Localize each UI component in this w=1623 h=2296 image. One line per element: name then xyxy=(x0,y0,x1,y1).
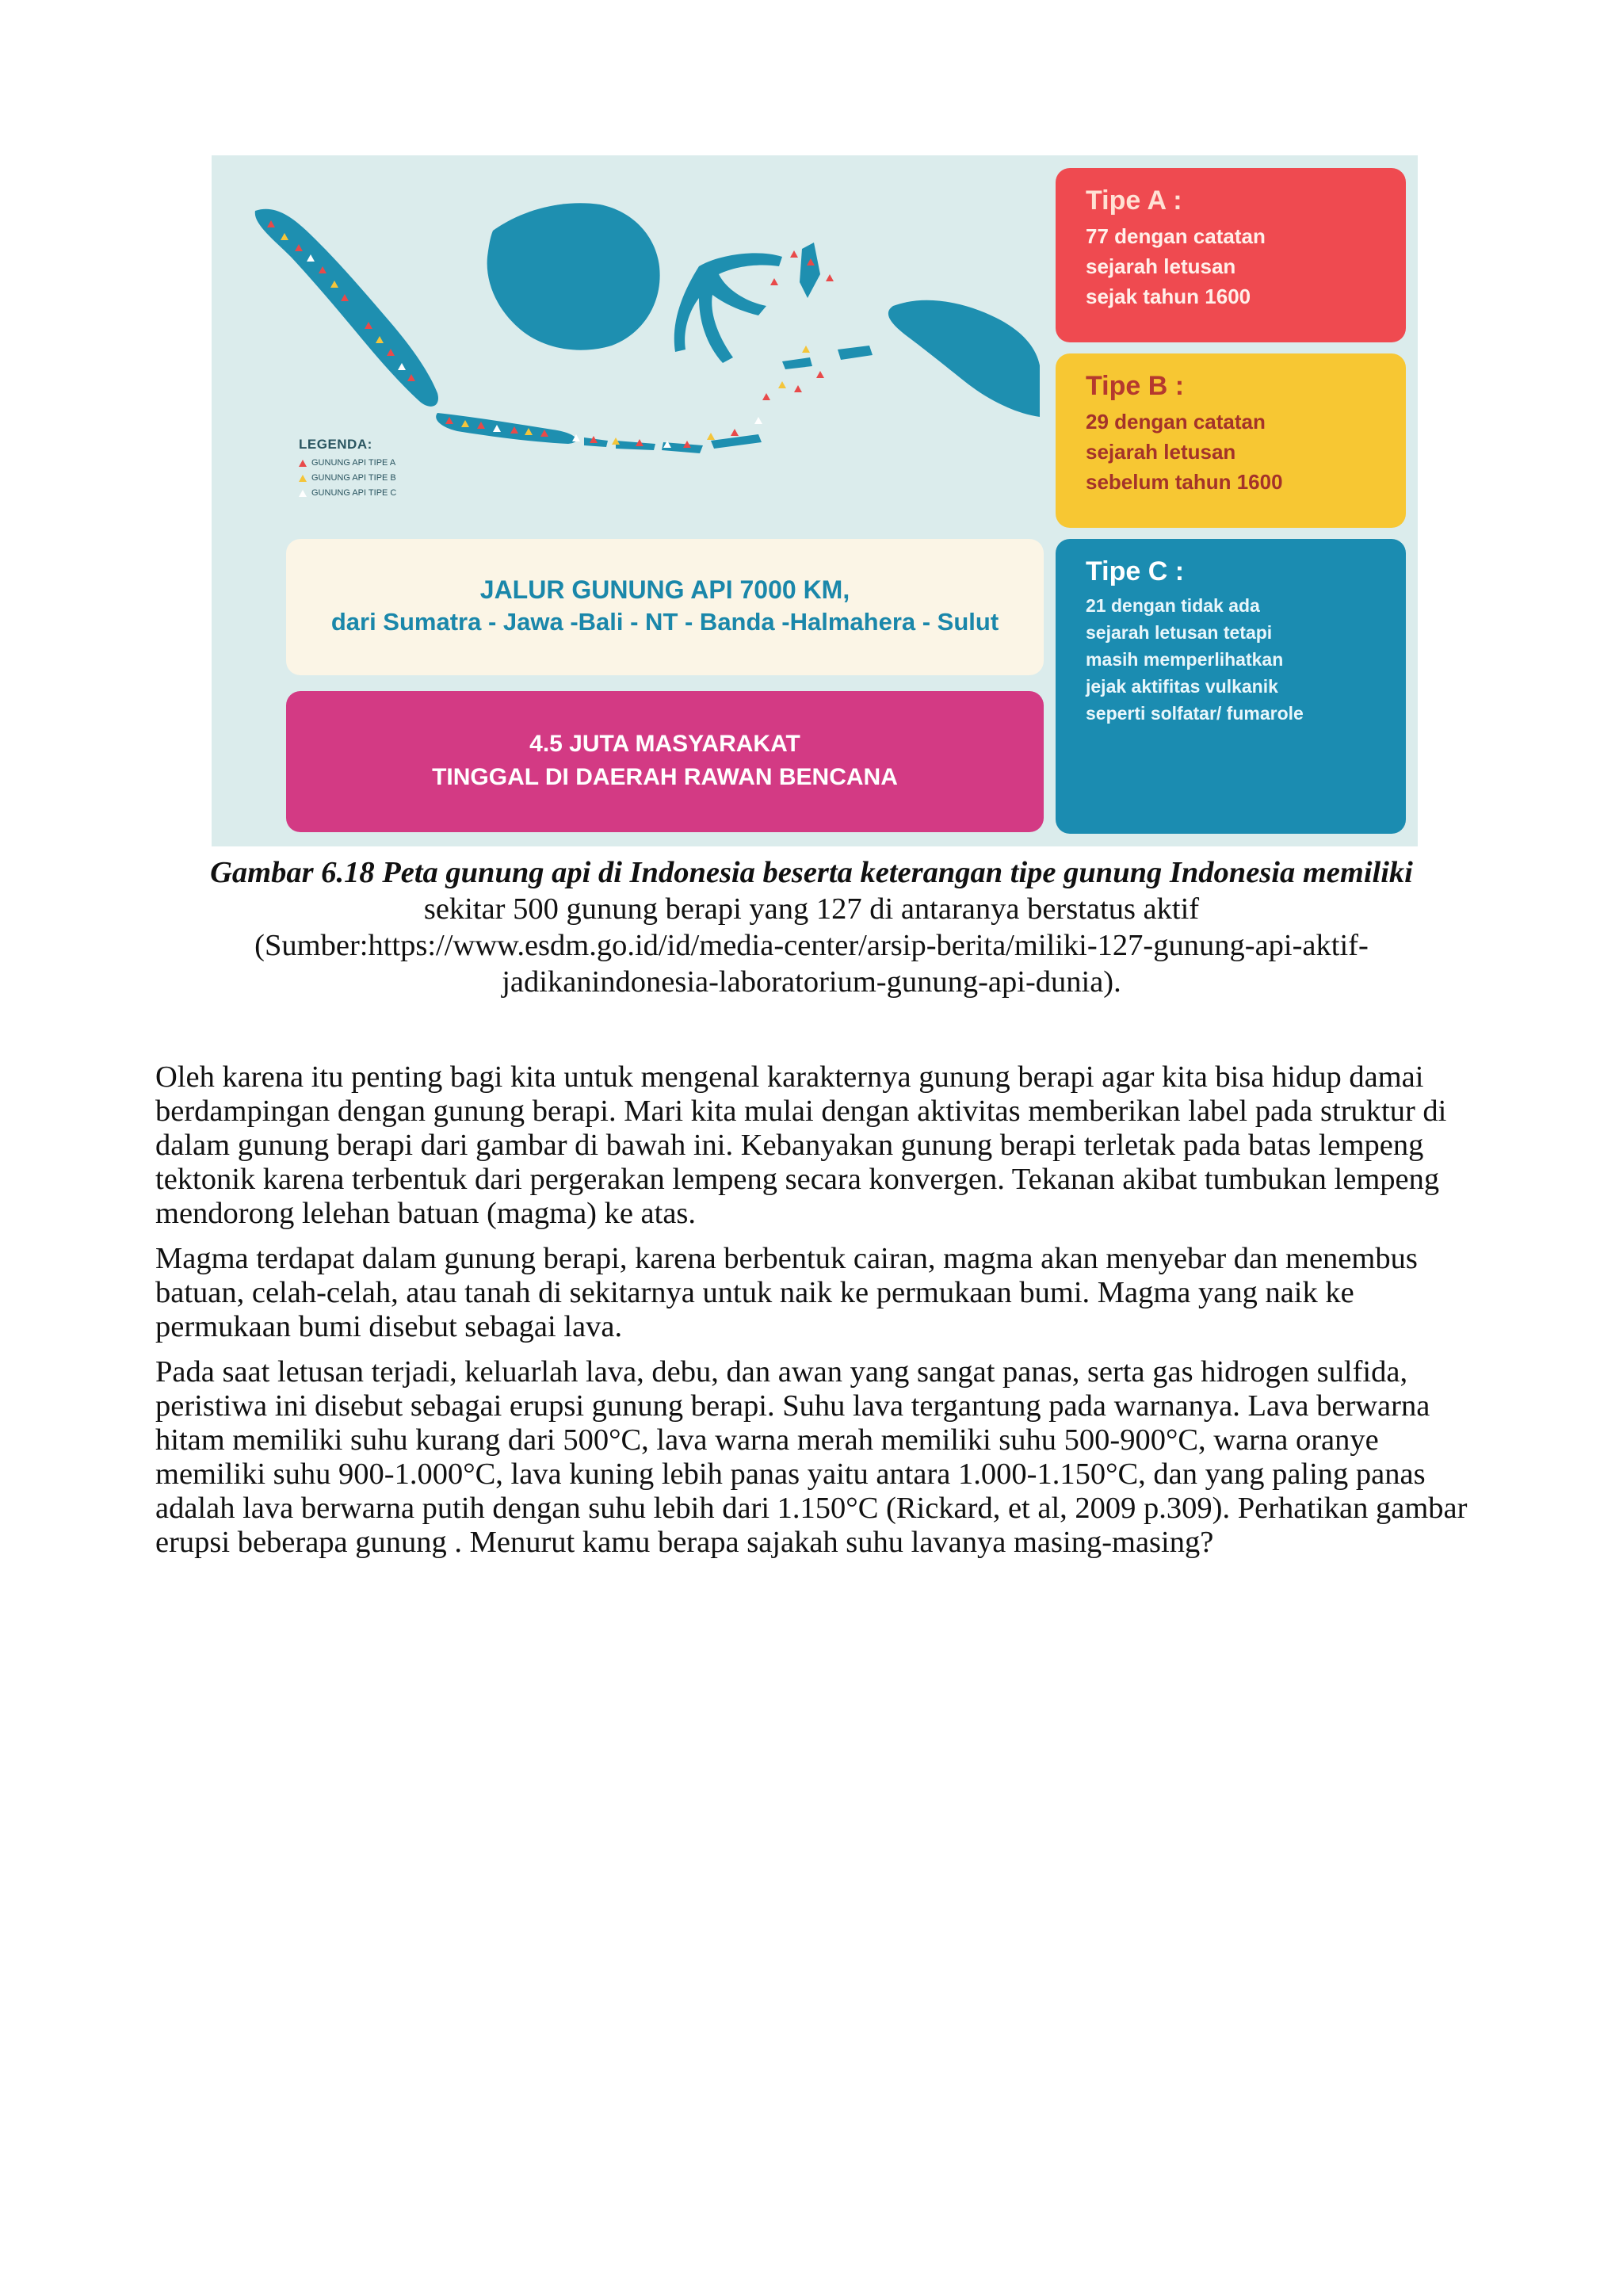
jalur-title: JALUR GUNUNG API 7000 KM, xyxy=(479,575,850,604)
jalur-gunung-api-box xyxy=(286,539,1044,675)
legend-title: LEGENDA: xyxy=(299,437,372,452)
tipe-b-title: Tipe B : xyxy=(1086,371,1185,401)
tipe-c-text: 21 dengan tidak ada sejarah letusan tetapi masih memperlihatkan jejak aktifitas vulkanik seperti solfatar/ fumarole xyxy=(1086,595,1304,724)
figure-caption xyxy=(119,854,1504,1000)
tipe-a-text: 77 dengan catatan sejarah letusan sejak tahun 1600 xyxy=(1086,224,1266,308)
caption-source-cont: jadikanindonesia-laboratorium-gunung-api-dunia). xyxy=(502,965,1121,999)
caption-line: sekitar 500 gunung berapi yang 127 di antaranya berstatus aktif xyxy=(423,892,1200,926)
tipe-a-box xyxy=(1056,168,1406,342)
yellow-triangle-icon xyxy=(299,475,307,482)
legend-item-tipe-b: GUNUNG API TIPE B xyxy=(299,471,396,486)
paragraph: Magma terdapat dalam gunung berapi, karena berbentuk cairan, magma akan menyebar dan menembus batuan, celah-celah, atau tanah di sekitarnya untuk naik ke permukaan bumi. Magma yang naik ke permukaan bumi disebut sebagai lava. xyxy=(155,1242,1418,1343)
masyarakat-text: TINGGAL DI DAERAH RAWAN BENCANA xyxy=(432,764,898,790)
masyarakat-count: 4.5 JUTA MASYARAKAT xyxy=(529,731,800,757)
red-triangle-icon xyxy=(299,460,307,467)
tipe-c-title: Tipe C : xyxy=(1086,556,1185,586)
caption-source: (Sumber:https://www.esdm.go.id/id/media-center/arsip-berita/miliki-127-gunung-api-aktif- xyxy=(254,929,1369,962)
body-text xyxy=(155,1060,1495,1571)
legend-item-tipe-a: GUNUNG API TIPE A xyxy=(299,456,396,471)
map-legend xyxy=(299,437,396,501)
jalur-route: dari Sumatra - Jawa -Bali - NT - Banda -Halmahera - Sulut xyxy=(330,608,999,636)
paragraph: Pada saat letusan terjadi, keluarlah lava, debu, dan awan yang sangat panas, serta gas hidrogen sulfida, peristiwa ini disebut sebagai erupsi gunung berapi. Suhu lava tergantung pada warnanya. Lava berwarna hitam memiliki suhu kurang dari 500°C, lava warna merah memiliki suhu 500-900°C, warna oranye memiliki suhu 900-1.000°C, lava kuning lebih panas yaitu antara 1.000-1.150°C, dan yang paling panas adalah lava berwarna putih dengan suhu lebih dari 1.150°C (Rickard, et al, 2009 p.309). Perhatikan gambar erupsi beberapa gunung . Menurut kamu berapa sajakah suhu lavanya masing-masing? xyxy=(155,1355,1468,1559)
volcano-infographic xyxy=(212,155,1418,846)
white-triangle-icon xyxy=(299,490,307,497)
indonesia-volcano-map xyxy=(212,155,1044,528)
tipe-a-title: Tipe A : xyxy=(1086,185,1182,216)
tipe-c-box xyxy=(1056,539,1406,834)
masyarakat-box xyxy=(286,691,1044,832)
legend-item-tipe-c: GUNUNG API TIPE C xyxy=(299,486,396,501)
tipe-b-text: 29 dengan catatan sejarah letusan sebelum tahun 1600 xyxy=(1086,410,1283,494)
caption-title: Gambar 6.18 Peta gunung api di Indonesia beserta keterangan tipe gunung Indonesia memiliki xyxy=(210,856,1413,889)
paragraph: Oleh karena itu penting bagi kita untuk mengenal karakternya gunung berapi agar kita bisa hidup damai berdampingan dengan gunung berapi. Mari kita mulai dengan aktivitas memberikan label pada struktur di dalam gunung berapi dari gambar di bawah ini. Kebanyakan gunung berapi terletak pada batas lempeng tektonik karena terbentuk dari pergerakan lempeng secara konvergen. Tekanan akibat tumbukan lempeng mendorong lelehan batuan (magma) ke atas. xyxy=(155,1060,1447,1230)
tipe-b-box xyxy=(1056,353,1406,528)
